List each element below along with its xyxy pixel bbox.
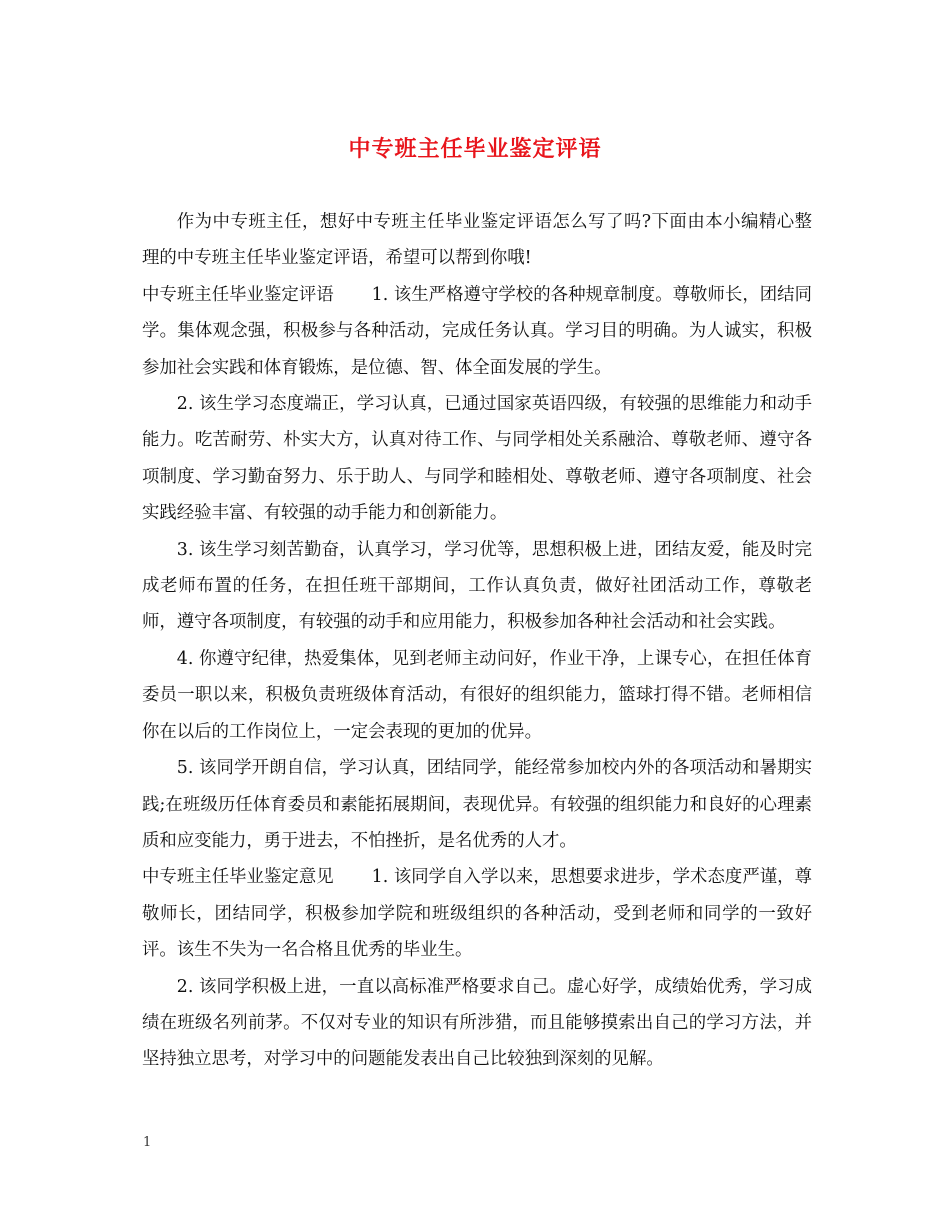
page-number: 1 — [143, 1135, 152, 1150]
section1-heading: 中专班主任毕业鉴定评语 — [142, 284, 334, 305]
section1-item-2: 2. 该生学习态度端正，学习认真，已通过国家英语四级，有较强的思维能力和动手能力。吃苦耐劳、朴实大方，认真对待工作、与同学相处关系融洽、尊敬老师、遵守各项制度、学习勤奋努力、乐于助人、与同学和睦相处、尊敬老师、遵守各项制度、社会实践经验丰富、有较强的动手能力和创新能力。 — [142, 394, 812, 524]
section1-first-paragraph — [142, 277, 812, 386]
section1-item-1: 1. 该生严格遵守学校的各种规章制度。尊敬师长，团结同学。集体观念强，积极参与各种活动，完成任务认真。学习目的明确。为人诚实，积极参加社会实践和体育锻炼，是位德、智、体全面发展的学生。 — [142, 284, 812, 378]
intro-paragraph: 作为中专班主任，想好中专班主任毕业鉴定评语怎么写了吗?下面由本小编精心整理的中专班主任毕业鉴定评语，希望可以帮到你哦! — [142, 212, 812, 269]
section2-item-1: 1. 该同学自入学以来，思想要求进步，学术态度严谨，尊敬师长，团结同学，积极参加学院和班级组织的各种活动，受到老师和同学的一致好评。该生不失为一名合格且优秀的毕业生。 — [142, 867, 812, 961]
section1-item-3: 3. 该生学习刻苦勤奋，认真学习，学习优等，思想积极上进，团结友爱，能及时完成老师布置的任务，在担任班干部期间，工作认真负责，做好社团活动工作，尊敬老师，遵守各项制度，有较强的动手和应用能力，积极参加各种社会活动和社会实践。 — [142, 539, 812, 633]
section2-first-paragraph — [142, 859, 812, 968]
document-body — [142, 204, 812, 1078]
section1-item-5: 5. 该同学开朗自信，学习认真，团结同学，能经常参加校内外的各项活动和暑期实践;在班级历任体育委员和素能拓展期间，表现优异。有较强的组织能力和良好的心理素质和应变能力，勇于进去，不怕挫折，是名优秀的人才。 — [142, 758, 812, 851]
section1-item-4: 4. 你遵守纪律，热爱集体，见到老师主动问好，作业干净，上课专心，在担任体育委员一职以来，积极负责班级体育活动，有很好的组织能力，篮球打得不错。老师相信你在以后的工作岗位上，一定会表现的更加的优异。 — [142, 648, 812, 742]
section2-item-2: 2. 该同学积极上进，一直以高标准严格要求自己。虚心好学，成绩始优秀，学习成绩在班级名列前茅。不仅对专业的知识有所涉猎，而且能够摸索出自己的学习方法，并坚持独立思考，对学习中的问题能发表出自己比较独到深刻的见解。 — [142, 976, 812, 1070]
document-title: 中专班主任毕业鉴定评语 — [348, 136, 602, 162]
section2-heading: 中专班主任毕业鉴定意见 — [142, 867, 334, 888]
